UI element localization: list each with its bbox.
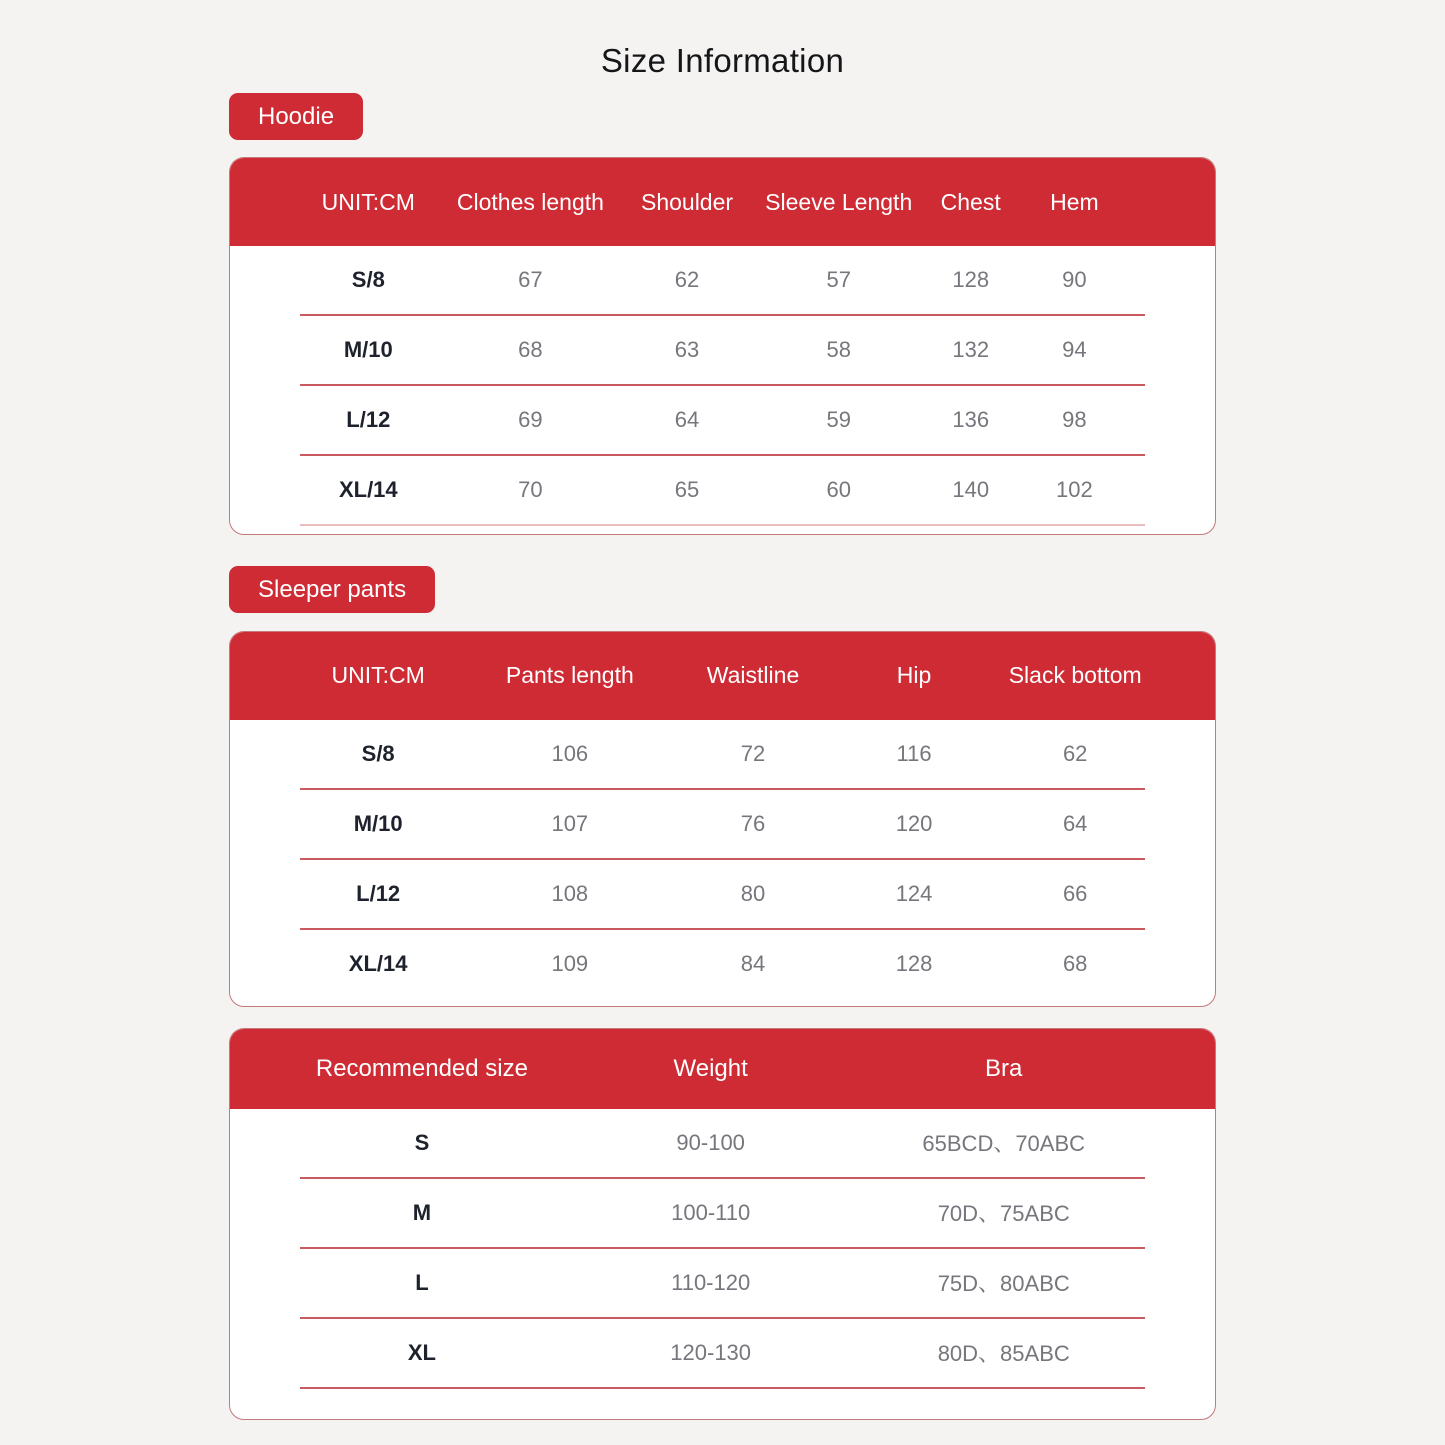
table-row [230, 316, 1215, 384]
cell-value: 70 [518, 477, 543, 502]
content-column [229, 80, 1216, 1420]
cell-value: 109 [551, 950, 589, 976]
column-header-sleeve-length: Sleeve Length [765, 188, 913, 215]
cell-value: 120-130 [670, 1339, 752, 1365]
size-label: L [415, 1269, 429, 1295]
page-title: Size Information [600, 42, 845, 79]
hoodie-table-header-row [230, 158, 1215, 246]
cell-value: 75D、80ABC [937, 1271, 1070, 1296]
sleeper-table-header-row [230, 632, 1215, 720]
cell-value: 63 [674, 337, 700, 362]
cell-value: 65 [674, 477, 700, 502]
cell-value: 69 [518, 407, 543, 432]
column-header-waistline: Waistline [706, 662, 800, 688]
recommended-table-header-row [230, 1029, 1215, 1109]
hoodie-badge: Hoodie [229, 93, 363, 140]
cell-value: 102 [1056, 477, 1093, 502]
cell-value: 128 [952, 267, 990, 292]
table-row [230, 1179, 1215, 1247]
sleeper-pants-badge: Sleeper pants [229, 566, 435, 613]
cell-value: 98 [1062, 407, 1087, 432]
cell-value: 140 [952, 477, 990, 502]
cell-value: 57 [826, 267, 851, 292]
cell-value: 124 [895, 880, 933, 906]
cell-value: 110-120 [671, 1269, 751, 1295]
table-row [230, 930, 1215, 998]
cell-value: 132 [952, 337, 990, 362]
column-header-bra: Bra [985, 1054, 1023, 1082]
size-label: XL [407, 1339, 436, 1365]
size-label: S [414, 1129, 430, 1155]
size-label: M/10 [343, 337, 393, 362]
table-row [230, 1249, 1215, 1317]
cell-value: 106 [551, 740, 589, 766]
cell-value: 68 [1062, 950, 1088, 976]
table-row [230, 860, 1215, 928]
cell-value: 64 [674, 407, 700, 432]
sleeper-pants-size-table [229, 631, 1216, 1007]
column-header-hem: Hem [1050, 188, 1099, 215]
cell-value: 116 [896, 740, 932, 766]
cell-value: 68 [518, 337, 543, 362]
column-header-recommended-size: Recommended size [315, 1054, 528, 1082]
size-label: S/8 [351, 267, 385, 292]
table-row [230, 1319, 1215, 1387]
cell-value: 64 [1062, 810, 1088, 836]
hoodie-size-table [229, 157, 1216, 535]
size-label: S/8 [361, 740, 395, 766]
cell-value: 62 [674, 267, 700, 292]
column-header-clothes-length: Clothes length [456, 188, 604, 215]
column-header-weight: Weight [673, 1054, 748, 1082]
cell-value: 80D、85ABC [937, 1341, 1070, 1366]
cell-value: 58 [826, 337, 851, 362]
table-row [230, 246, 1215, 314]
cell-value: 120 [895, 810, 933, 836]
size-label: XL/14 [338, 477, 398, 502]
column-header-pants-length: Pants length [505, 662, 634, 688]
column-header-unit: UNIT:CM [321, 188, 415, 215]
cell-value: 70D、75ABC [937, 1201, 1070, 1226]
cell-value: 67 [518, 267, 543, 292]
table-row [230, 456, 1215, 524]
cell-value: 72 [740, 740, 766, 766]
cell-value: 90 [1062, 267, 1087, 292]
column-header-slack-bottom: Slack bottom [1008, 662, 1142, 688]
size-label: L/12 [356, 880, 401, 906]
cell-value: 128 [895, 950, 933, 976]
column-header-chest: Chest [940, 188, 1001, 215]
size-label: M/10 [353, 810, 403, 836]
cell-value: 66 [1062, 880, 1088, 906]
cell-value: 62 [1062, 740, 1088, 766]
cell-value: 108 [551, 880, 589, 906]
table-row [230, 790, 1215, 858]
cell-value: 84 [740, 950, 766, 976]
column-header-unit: UNIT:CM [331, 662, 425, 688]
row-divider [300, 1387, 1145, 1389]
cell-value: 59 [826, 407, 851, 432]
cell-value: 94 [1062, 337, 1087, 362]
cell-value: 136 [952, 407, 990, 432]
cell-value: 90-100 [676, 1129, 745, 1155]
size-label: M [412, 1199, 432, 1225]
cell-value: 76 [740, 810, 766, 836]
cell-value: 80 [740, 880, 766, 906]
cell-value: 107 [551, 810, 589, 836]
row-divider [300, 524, 1145, 526]
column-header-shoulder: Shoulder [640, 188, 734, 215]
column-header-hip: Hip [896, 662, 932, 688]
cell-value: 65BCD、70ABC [922, 1131, 1086, 1156]
cell-value: 60 [826, 477, 851, 502]
cell-value: 100-110 [671, 1199, 751, 1225]
size-label: XL/14 [348, 950, 408, 976]
table-row [230, 720, 1215, 788]
recommended-size-table [229, 1028, 1216, 1420]
size-label: L/12 [346, 407, 391, 432]
table-row [230, 386, 1215, 454]
table-row [230, 1109, 1215, 1177]
